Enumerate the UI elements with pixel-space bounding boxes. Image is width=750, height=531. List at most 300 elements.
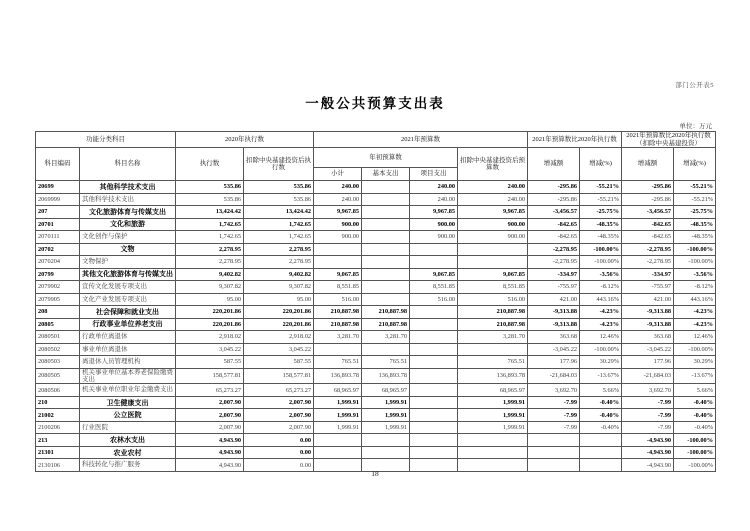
value-cell: -7.99 [528,396,580,409]
value-cell: -755.97 [528,281,580,294]
table-row [36,243,716,256]
value-cell: 516.00 [410,293,458,306]
table-row [36,231,716,244]
table-row [36,434,716,447]
value-cell: 5.66% [674,384,716,397]
value-cell [410,384,458,397]
value-cell: -48.35% [580,218,622,231]
value-cell: -4.23% [580,306,622,319]
doc-public-table-label: 部门公开表5 [675,82,714,89]
value-cell: -9,313.88 [622,306,674,319]
header-budget-vs-execution-deducted: 2021年预算数比2020年执行数（扣除中央基建投资） [622,132,716,148]
value-cell: 2,278.95 [176,256,244,269]
value-cell: 0.00 [244,434,314,447]
subject-code-cell: 2079905 [36,293,80,306]
value-cell: 900.00 [458,231,528,244]
value-cell: 12.46% [580,331,622,344]
subject-name-cell: 农林水支出 [80,434,176,447]
value-cell: 8,551.85 [410,281,458,294]
value-cell [528,446,580,459]
value-cell: -7.99 [622,421,674,434]
subject-code-cell: 213 [36,434,80,447]
value-cell: 1,999.91 [362,409,410,422]
value-cell [410,343,458,356]
value-cell: -25.75% [580,206,622,219]
table-row [36,293,716,306]
value-cell: -3.56% [674,268,716,281]
value-cell [410,331,458,344]
value-cell: 1,742.65 [244,231,314,244]
value-cell: -3,045.22 [622,343,674,356]
value-cell: 240.00 [314,193,362,206]
subject-code-cell: 207 [36,206,80,219]
value-cell: 136,893.78 [362,368,410,384]
subject-code-cell: 20805 [36,318,80,331]
table-row [36,446,716,459]
value-cell: -2,278.95 [528,243,580,256]
subject-name-cell: 科技转化与推广服务 [80,459,176,472]
subject-name-cell: 其他科学技术支出 [80,181,176,194]
value-cell: -295.86 [528,181,580,194]
value-cell: 363.68 [528,331,580,344]
header-functional-classification: 功能分类科目 [36,132,176,148]
value-cell: 2,007.90 [244,409,314,422]
col-header-subtotal: 小计 [314,168,362,181]
value-cell: -842.65 [528,231,580,244]
value-cell: 13,424.42 [244,206,314,219]
value-cell [580,434,622,447]
value-cell [528,434,580,447]
value-cell: 8,551.85 [458,281,528,294]
subject-name-cell: 农业农村 [80,446,176,459]
subject-code-cell: 21002 [36,409,80,422]
value-cell: 1,742.65 [244,218,314,231]
value-cell: 30.29% [674,356,716,369]
value-cell: 68,965.97 [458,384,528,397]
col-header-execution: 执行数 [176,148,244,181]
value-cell: 1,999.91 [314,421,362,434]
value-cell: -9,313.88 [528,306,580,319]
page-number: 18 [371,469,379,478]
col-header-diff-percent: 增减(%) [580,148,622,181]
value-cell: 3,281.70 [314,331,362,344]
value-cell: -100.00% [674,459,716,472]
value-cell: -21,684.03 [622,368,674,384]
value-cell [410,446,458,459]
value-cell: 535.86 [176,193,244,206]
subject-code-cell: 210 [36,396,80,409]
value-cell: -100.00% [674,256,716,269]
col-header-initial-budget: 年初预算数 [314,148,458,168]
value-cell [410,318,458,331]
value-cell: 2,278.95 [244,243,314,256]
value-cell: 2,007.90 [176,409,244,422]
value-cell: 9,967.85 [410,206,458,219]
table-row [36,206,716,219]
value-cell [314,256,362,269]
value-cell: 1,999.91 [458,421,528,434]
subject-name-cell: 社会保障和就业支出 [80,306,176,319]
value-cell [362,218,410,231]
subject-name-cell: 文化创作与保护 [80,231,176,244]
header-2020-execution: 2020年执行数 [176,132,314,148]
value-cell: -7.99 [622,396,674,409]
value-cell: -842.65 [528,218,580,231]
value-cell [362,231,410,244]
value-cell: -842.65 [622,231,674,244]
value-cell: -55.21% [674,181,716,194]
value-cell: -3,045.22 [528,343,580,356]
value-cell: 1,999.91 [362,421,410,434]
value-cell: 2,007.90 [244,396,314,409]
value-cell: 765.51 [458,356,528,369]
value-cell: 158,577.81 [176,368,244,384]
value-cell [410,243,458,256]
value-cell [362,181,410,194]
table-row [36,396,716,409]
value-cell [362,193,410,206]
value-cell [410,356,458,369]
subject-code-cell: 2070204 [36,256,80,269]
value-cell: 12.46% [674,331,716,344]
header-budget-vs-execution: 2021年预算数比2020年执行数 [528,132,622,148]
value-cell: 765.51 [314,356,362,369]
value-cell: -4.23% [674,318,716,331]
value-cell: 2,918.02 [244,331,314,344]
value-cell [458,343,528,356]
value-cell [314,446,362,459]
value-cell: 95.00 [244,293,314,306]
subject-code-cell: 2100206 [36,421,80,434]
value-cell: 240.00 [458,193,528,206]
value-cell: 4,943.90 [176,434,244,447]
value-cell: 68,965.97 [362,384,410,397]
table-row [36,256,716,269]
value-cell: -9,313.88 [622,318,674,331]
subject-name-cell: 事业单位离退休 [80,343,176,356]
subject-name-cell: 文物 [80,243,176,256]
value-cell: 210,887.98 [362,306,410,319]
value-cell [410,421,458,434]
value-cell: 1,999.91 [362,396,410,409]
value-cell: 3,281.70 [362,331,410,344]
value-cell: 9,067.85 [458,268,528,281]
value-cell: 900.00 [410,231,458,244]
value-cell: 240.00 [314,181,362,194]
value-cell [458,256,528,269]
value-cell: 3,045.22 [244,343,314,356]
value-cell: 2,007.90 [176,396,244,409]
value-cell [410,434,458,447]
subject-code-cell: 2080502 [36,343,80,356]
value-cell: -2,278.95 [622,256,674,269]
value-cell: 1,999.91 [314,409,362,422]
value-cell: 177.96 [622,356,674,369]
value-cell: -25.75% [674,206,716,219]
value-cell [362,256,410,269]
col-header-basic-expenditure: 基本支出 [362,168,410,181]
header-2021-budget: 2021年预算数 [314,132,528,148]
table-row [36,331,716,344]
subject-code-cell: 20702 [36,243,80,256]
value-cell: -334.97 [528,268,580,281]
value-cell: 240.00 [410,181,458,194]
value-cell: -100.00% [674,243,716,256]
value-cell [410,306,458,319]
budget-table [35,131,716,472]
value-cell: 3,692.70 [622,384,674,397]
col-header-subject-code: 科目编码 [36,148,80,181]
value-cell: -3,456.57 [528,206,580,219]
value-cell: 65,273.27 [244,384,314,397]
subject-code-cell: 2080501 [36,331,80,344]
value-cell [362,446,410,459]
value-cell: -48.35% [674,218,716,231]
value-cell [362,343,410,356]
value-cell: -755.97 [622,281,674,294]
subject-name-cell: 卫生健康支出 [80,396,176,409]
value-cell: 363.68 [622,331,674,344]
value-cell: 0.00 [244,446,314,459]
subject-name-cell: 其他科学技术支出 [80,193,176,206]
subject-name-cell: 离退休人员管理机构 [80,356,176,369]
value-cell: 95.00 [176,293,244,306]
value-cell: 535.86 [244,193,314,206]
col-header-diff-amount-deducted: 增减额 [622,148,674,181]
value-cell: -0.40% [580,421,622,434]
unit-note: 单位：万元 [679,123,712,130]
value-cell: -7.99 [622,409,674,422]
value-cell: -0.40% [674,421,716,434]
subject-code-cell: 2070111 [36,231,80,244]
value-cell: -100.00% [674,434,716,447]
value-cell: -100.00% [580,256,622,269]
subject-name-cell: 公立医院 [80,409,176,422]
value-cell: 587.55 [176,356,244,369]
value-cell: 9,307.82 [176,281,244,294]
value-cell: -48.35% [580,231,622,244]
value-cell: 2,278.95 [176,243,244,256]
subject-code-cell: 208 [36,306,80,319]
value-cell: 2,278.95 [244,256,314,269]
value-cell: 587.55 [244,356,314,369]
value-cell: 220,201.86 [244,306,314,319]
value-cell: 535.86 [176,181,244,194]
value-cell: -295.86 [622,193,674,206]
value-cell: 4,943.90 [176,446,244,459]
table-row [36,356,716,369]
value-cell: 421.00 [622,293,674,306]
subject-name-cell: 机关事业单位基本养老保险缴费支出 [80,368,176,384]
value-cell: 2,007.90 [244,421,314,434]
value-cell: 220,201.86 [244,318,314,331]
subject-name-cell: 文化旅游体育与传媒支出 [80,206,176,219]
value-cell: 443.16% [580,293,622,306]
value-cell: 900.00 [458,218,528,231]
value-cell: -13.67% [674,368,716,384]
subject-code-cell: 2130106 [36,459,80,472]
value-cell: -100.00% [674,343,716,356]
value-cell [458,446,528,459]
value-cell: 900.00 [314,231,362,244]
value-cell: 9,067.85 [410,268,458,281]
table-row [36,318,716,331]
value-cell: 1,999.91 [458,396,528,409]
value-cell: 2,007.90 [176,421,244,434]
value-cell [410,256,458,269]
col-header-diff-amount: 增减额 [528,148,580,181]
subject-name-cell: 行业医院 [80,421,176,434]
value-cell: 65,273.27 [176,384,244,397]
value-cell: -4,943.90 [622,446,674,459]
value-cell: 210,887.98 [362,318,410,331]
table-row [36,409,716,422]
value-cell: 443.16% [674,293,716,306]
value-cell [362,281,410,294]
value-cell [362,434,410,447]
value-cell: 9,402.82 [244,268,314,281]
value-cell: -100.00% [580,343,622,356]
value-cell [362,206,410,219]
value-cell: 210,887.98 [314,306,362,319]
value-cell: 136,893.78 [458,368,528,384]
table-row [36,306,716,319]
table-row [36,368,716,384]
value-cell: -55.21% [580,193,622,206]
value-cell: 3,281.70 [458,331,528,344]
value-cell: -0.40% [674,409,716,422]
value-cell: -8.12% [580,281,622,294]
table-row [36,384,716,397]
value-cell: -48.35% [674,231,716,244]
value-cell: 68,965.97 [314,384,362,397]
value-cell: 535.86 [244,181,314,194]
value-cell: 220,201.86 [176,318,244,331]
value-cell: 30.29% [580,356,622,369]
value-cell: 9,402.82 [176,268,244,281]
table-row [36,181,716,194]
value-cell [410,409,458,422]
value-cell [458,434,528,447]
value-cell: -3,456.57 [622,206,674,219]
value-cell: -9,313.88 [528,318,580,331]
table-row [36,281,716,294]
value-cell [410,396,458,409]
subject-name-cell: 文物保护 [80,256,176,269]
value-cell: 900.00 [314,218,362,231]
value-cell: -2,278.95 [622,243,674,256]
value-cell: -4,943.90 [622,434,674,447]
value-cell: -55.21% [674,193,716,206]
page-title: 一般公共预算支出表 [305,96,445,111]
value-cell: -7.99 [528,421,580,434]
value-cell [314,434,362,447]
value-cell: 1,742.65 [176,218,244,231]
subject-code-cell: 2080506 [36,384,80,397]
subject-name-cell: 行政事业单位养老支出 [80,318,176,331]
col-header-execution-deducted: 扣除中央基建投资后执行数 [244,148,314,181]
subject-name-cell: 机关事业单位职业年金缴费支出 [80,384,176,397]
value-cell [410,368,458,384]
subject-code-cell: 21301 [36,446,80,459]
value-cell: -4.23% [674,306,716,319]
value-cell: 177.96 [528,356,580,369]
subject-code-cell: 2069999 [36,193,80,206]
value-cell: 1,742.65 [176,231,244,244]
value-cell: 516.00 [314,293,362,306]
value-cell: -100.00% [580,243,622,256]
value-cell: -21,684.03 [528,368,580,384]
value-cell: -295.86 [622,181,674,194]
value-cell: 8,551.85 [314,281,362,294]
value-cell: 3,045.22 [176,343,244,356]
table-row [36,218,716,231]
value-cell: -0.40% [580,409,622,422]
subject-code-cell: 2080505 [36,368,80,384]
value-cell: 421.00 [528,293,580,306]
col-header-budget-deducted: 扣除中央基建投资后预算数 [458,148,528,181]
table-row [36,268,716,281]
value-cell: 3,692.70 [528,384,580,397]
value-cell [314,243,362,256]
value-cell [314,343,362,356]
value-cell [458,243,528,256]
subject-code-cell: 2079902 [36,281,80,294]
value-cell: -4.23% [580,318,622,331]
value-cell: -100.00% [674,446,716,459]
value-cell: -7.99 [528,409,580,422]
value-cell: 158,577.81 [244,368,314,384]
value-cell [362,243,410,256]
value-cell: 5.66% [580,384,622,397]
value-cell: -2,278.95 [528,256,580,269]
value-cell: 1,999.91 [314,396,362,409]
value-cell [580,446,622,459]
table-row [36,343,716,356]
value-cell: 765.51 [362,356,410,369]
subject-name-cell: 文化和旅游 [80,218,176,231]
value-cell: -3.56% [580,268,622,281]
subject-name-cell: 宣传文化发展专项支出 [80,281,176,294]
value-cell: -8.12% [674,281,716,294]
value-cell: 13,424.42 [176,206,244,219]
value-cell: 1,999.91 [458,409,528,422]
col-header-project-expenditure: 项目支出 [410,168,458,181]
value-cell: 4,943.90 [176,459,244,472]
subject-code-cell: 2080503 [36,356,80,369]
value-cell: 210,887.98 [458,306,528,319]
value-cell: 2,918.02 [176,331,244,344]
table-row [36,193,716,206]
value-cell: 136,893.78 [314,368,362,384]
budget-table-body [36,181,716,472]
value-cell: 9,067.85 [314,268,362,281]
value-cell: 240.00 [458,181,528,194]
value-cell: -13.67% [580,368,622,384]
value-cell: 516.00 [458,293,528,306]
subject-name-cell: 其他文化旅游体育与传媒支出 [80,268,176,281]
value-cell: -334.97 [622,268,674,281]
value-cell: 220,201.86 [176,306,244,319]
subject-code-cell: 20701 [36,218,80,231]
value-cell: -842.65 [622,218,674,231]
value-cell: -55.21% [580,181,622,194]
value-cell: -295.86 [528,193,580,206]
value-cell: 9,967.85 [458,206,528,219]
subject-code-cell: 20799 [36,268,80,281]
subject-name-cell: 文化产业发展专项支出 [80,293,176,306]
value-cell: -4,943.90 [622,459,674,472]
